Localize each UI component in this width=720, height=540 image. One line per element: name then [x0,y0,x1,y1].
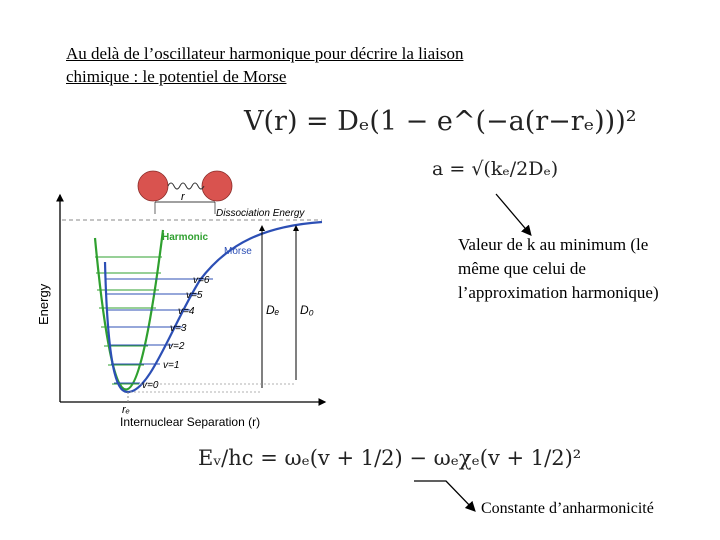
level-label-v0: v=0 [142,380,159,391]
dissociation-label: Dissociation Energy [216,208,305,219]
k-callout-arrow [496,194,530,234]
level-label-v1: v=1 [163,360,180,371]
spring-icon [168,183,204,189]
level-label-v6: v=6 [193,275,210,286]
de-label: Dₑ [266,303,280,317]
d0-label: D₀ [300,303,314,317]
level-label-v4: v=4 [178,306,195,317]
x-axis-label: Internuclear Separation (r) [120,415,261,429]
harmonic-label: Harmonic [162,232,209,243]
level-label-v5: v=5 [186,290,203,301]
k-value-note: Valeur de k au minimum (le même que celui de l’approximation harmonique) [458,235,659,302]
morse-potential-formula: V(r) = Dₑ(1 − e^(−a(r−rₑ)))² [244,106,637,137]
energy-levels-formula: Eᵥ/hc = ωₑ(v + 1/2) − ωₑχₑ(v + 1/2)² [198,446,582,470]
level-label-v2: v=2 [168,341,185,352]
morse-curve [105,222,322,392]
slide-title: Au delà de l’oscillateur harmonique pour décrire la liaison chimique : le potentiel de Morse [66,44,464,86]
level-label-v3: v=3 [170,323,187,334]
atom-right-icon [202,171,232,201]
r-label: r [181,191,185,203]
a-parameter-formula: a = √(kₑ/2Dₑ) [432,158,559,180]
atom-left-icon [138,171,168,201]
re-label: rₑ [122,404,130,416]
anharmonicity-note: Constante d’anharmonicité [481,500,654,517]
y-axis-label: Energy [36,283,51,325]
anharmonicity-callout-arrow [414,481,474,510]
morse-label: Morse [224,246,252,257]
